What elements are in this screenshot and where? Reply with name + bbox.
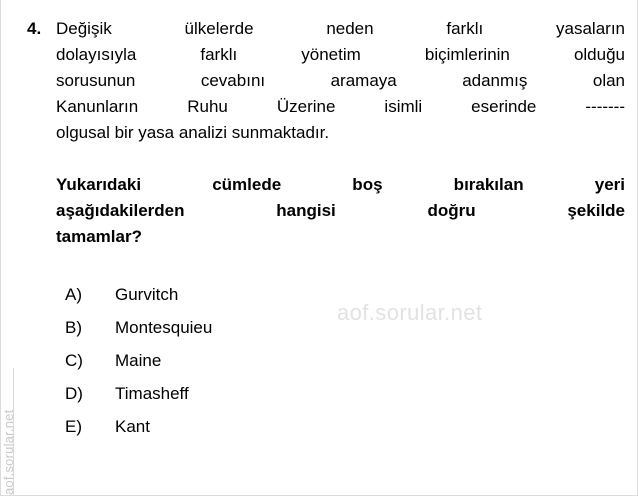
option-d[interactable] <box>65 377 625 410</box>
option-a[interactable] <box>65 278 625 311</box>
answer-options <box>23 278 625 443</box>
question-prompt <box>56 172 625 250</box>
option-d-label: Timasheff <box>115 384 189 403</box>
question-text <box>56 16 625 146</box>
center-watermark: aof.sorular.net <box>337 300 483 325</box>
option-b-label: Montesquieu <box>115 318 213 337</box>
option-e-label: Kant <box>115 417 150 436</box>
prompt-line-1: Yukarıdaki cümlede boş bırakılan yeri <box>56 175 625 194</box>
option-e[interactable] <box>65 410 625 443</box>
option-b[interactable] <box>65 311 625 344</box>
question-line-3: sorusunun cevabını aramaya adanmış olan <box>56 71 625 90</box>
question-line-5: olgusal bir yasa analizi sunmaktadır. <box>56 123 330 142</box>
option-a-label: Gurvitch <box>115 285 179 304</box>
question-line-1: Değişik ülkelerde neden farklı yasaların <box>56 19 625 38</box>
option-a-letter: A) <box>65 285 82 304</box>
option-d-letter: D) <box>65 384 83 403</box>
option-c-label: Maine <box>115 351 162 370</box>
question-number: 4. <box>27 19 42 38</box>
option-c-letter: C) <box>65 351 83 370</box>
option-b-letter: B) <box>65 318 82 337</box>
question-line-2: dolayısıyla farklı yönetim biçimlerinin olduğu <box>56 45 625 64</box>
side-watermark: aof.sorular.net <box>1 409 16 495</box>
prompt-line-2: aşağıdakilerden hangisi doğru şekilde <box>56 201 625 220</box>
question-line-4: Kanunların Ruhu Üzerine isimli eserinde ------- <box>56 97 625 116</box>
question-body <box>56 16 625 250</box>
question-content <box>23 16 625 443</box>
option-c[interactable] <box>65 344 625 377</box>
prompt-line-3: tamamlar? <box>56 227 142 246</box>
question-block <box>23 16 625 250</box>
option-e-letter: E) <box>65 417 82 436</box>
